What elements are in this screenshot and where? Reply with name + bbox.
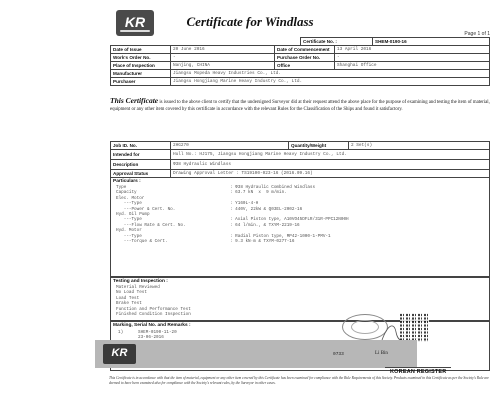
purchase-order-value: - <box>335 54 490 62</box>
cert-no-label: Certificate No. : <box>301 38 373 46</box>
office-value: Shanghai Office <box>335 62 490 70</box>
marking-title: Marking, Serial No. and Remarks : <box>113 323 191 328</box>
place-of-inspection-value: Nanjing, CHINA <box>171 62 275 70</box>
quantity-value: 2 Set(s) <box>349 142 490 150</box>
manufacturer-label: Manufacturer <box>111 70 171 78</box>
surveyor-name: Li Bin <box>375 351 388 356</box>
manufacturer-value: Jiangsu Mopeda Heavy Industries Co., Ltd. <box>171 70 490 78</box>
korean-register-label: KOREAN REGISTER <box>390 369 447 375</box>
kr-footer-logo-text: KR <box>111 347 128 359</box>
info-row <box>111 62 490 70</box>
job-id-value: 2HG270 <box>171 142 289 150</box>
job-id-label: Job ID. No. <box>111 142 171 150</box>
date-of-issue-value: 20 June 2016 <box>171 46 275 54</box>
surveyor-code: 0733 <box>333 352 344 357</box>
place-of-inspection-label: Place of Inspection <box>111 62 171 70</box>
logo-swoosh <box>120 30 150 32</box>
particulars-title: Particulars : <box>113 179 141 184</box>
info-table <box>110 45 490 86</box>
works-order-label: Work's Order No. <box>111 54 171 62</box>
footnote: This Certificate is in accordance with that the item of material, equipment or any other item covered by this Certificate has been examined for compliance with the Rule Requirements of this Society. Products examined in this Certificate as per the Society's Rule are deemed to have been examined also for compliance with the Society's relevant rules, by the Surveyor in other cases. <box>109 376 489 385</box>
intended-for-value: Hull No.: HJ175, Jiangsu Hongjiang Marine Heavy Industry Co., Ltd. <box>171 150 490 160</box>
description-value: Φ38 Hydraulic Windlass <box>171 160 490 170</box>
description-label: Description <box>111 160 171 170</box>
page-count: Page 1 of 1 <box>464 31 490 37</box>
purchaser-row <box>111 78 490 86</box>
certificate-lead: This Certificate <box>110 96 159 105</box>
date-commencement-value: 13 April 2016 <box>335 46 490 54</box>
marking-line-1: SHEM-0190-11-20 <box>138 330 177 335</box>
info-row <box>111 54 490 62</box>
certification-text: is issued to the above client to certify that the undersigned Surveyor did at their request attend the above place for the purpose of examining and testing the item of material, equipment or any other item covered by this certificate in accordance with the relevant Rules for the Classification of the Ships and found it satisfactory. <box>110 100 490 112</box>
marking-bullet: 1) <box>118 330 124 335</box>
approval-status-label: Approval Status <box>111 170 171 178</box>
qr-code <box>400 313 429 342</box>
date-commencement-label: Date of Commencement <box>275 46 335 54</box>
info-row <box>111 46 490 54</box>
cert-no-value: SHEM-0190-16 <box>373 38 490 46</box>
testing-list: Material Reviewed No Load Test Load Test Brake Test Function and Performance Test Finished Condition Inspection <box>116 285 191 318</box>
manufacturer-row <box>111 70 490 78</box>
kr-logo-text: KR <box>124 14 146 30</box>
certification-statement <box>110 98 490 113</box>
purchase-order-label: Purchase Order No. <box>275 54 335 62</box>
certificate-title: Certificate for Windlass <box>186 14 314 29</box>
kr-footer-logo <box>103 344 136 364</box>
signature-line <box>385 367 451 368</box>
job-table <box>110 141 490 178</box>
date-of-issue-label: Date of Issue <box>111 46 171 54</box>
purchaser-value: Jiangsu Hongjiang Marine Heavy Industry Co., Ltd. <box>171 78 490 86</box>
quantity-label: Quantity/Weight <box>289 142 349 150</box>
testing-title: Testing and Inspection : <box>113 279 168 284</box>
marking-line-2: 23-06-2016 <box>138 335 164 340</box>
footer-strip <box>95 340 417 368</box>
office-label: Office <box>275 62 335 70</box>
intended-for-label: Intended for <box>111 150 171 160</box>
approval-status-value: Drawing Approval Letter : TS19100-023-16 (2016.09.16) <box>171 170 490 178</box>
particulars-values: : Φ38 Hydraulic Combined Windlass : 63.7 kN x 9 m/min. : Y160L-4-H : 440V, 22kW & Q03EL-2002-16 : Axial Piston type, A10VO45DFLR/31R-PPC12N00H : 64 l/min., & TXYM-2219-16 : Radial Piston type, MP42-1000-1-PMV-1 : 9.3 kN·m & TXYM-0277-16 <box>230 185 349 245</box>
particulars-labels: Type Capacity Elec. Motor ---Type ---Power & Cert. No. Hyd. Oil Pump ---Type ---Flow Rate & Cert. No. Hyd. Motor ---Type ---Torque & Cert. <box>116 185 186 245</box>
works-order-value: - <box>171 54 275 62</box>
purchaser-label: Purchaser <box>111 78 171 86</box>
